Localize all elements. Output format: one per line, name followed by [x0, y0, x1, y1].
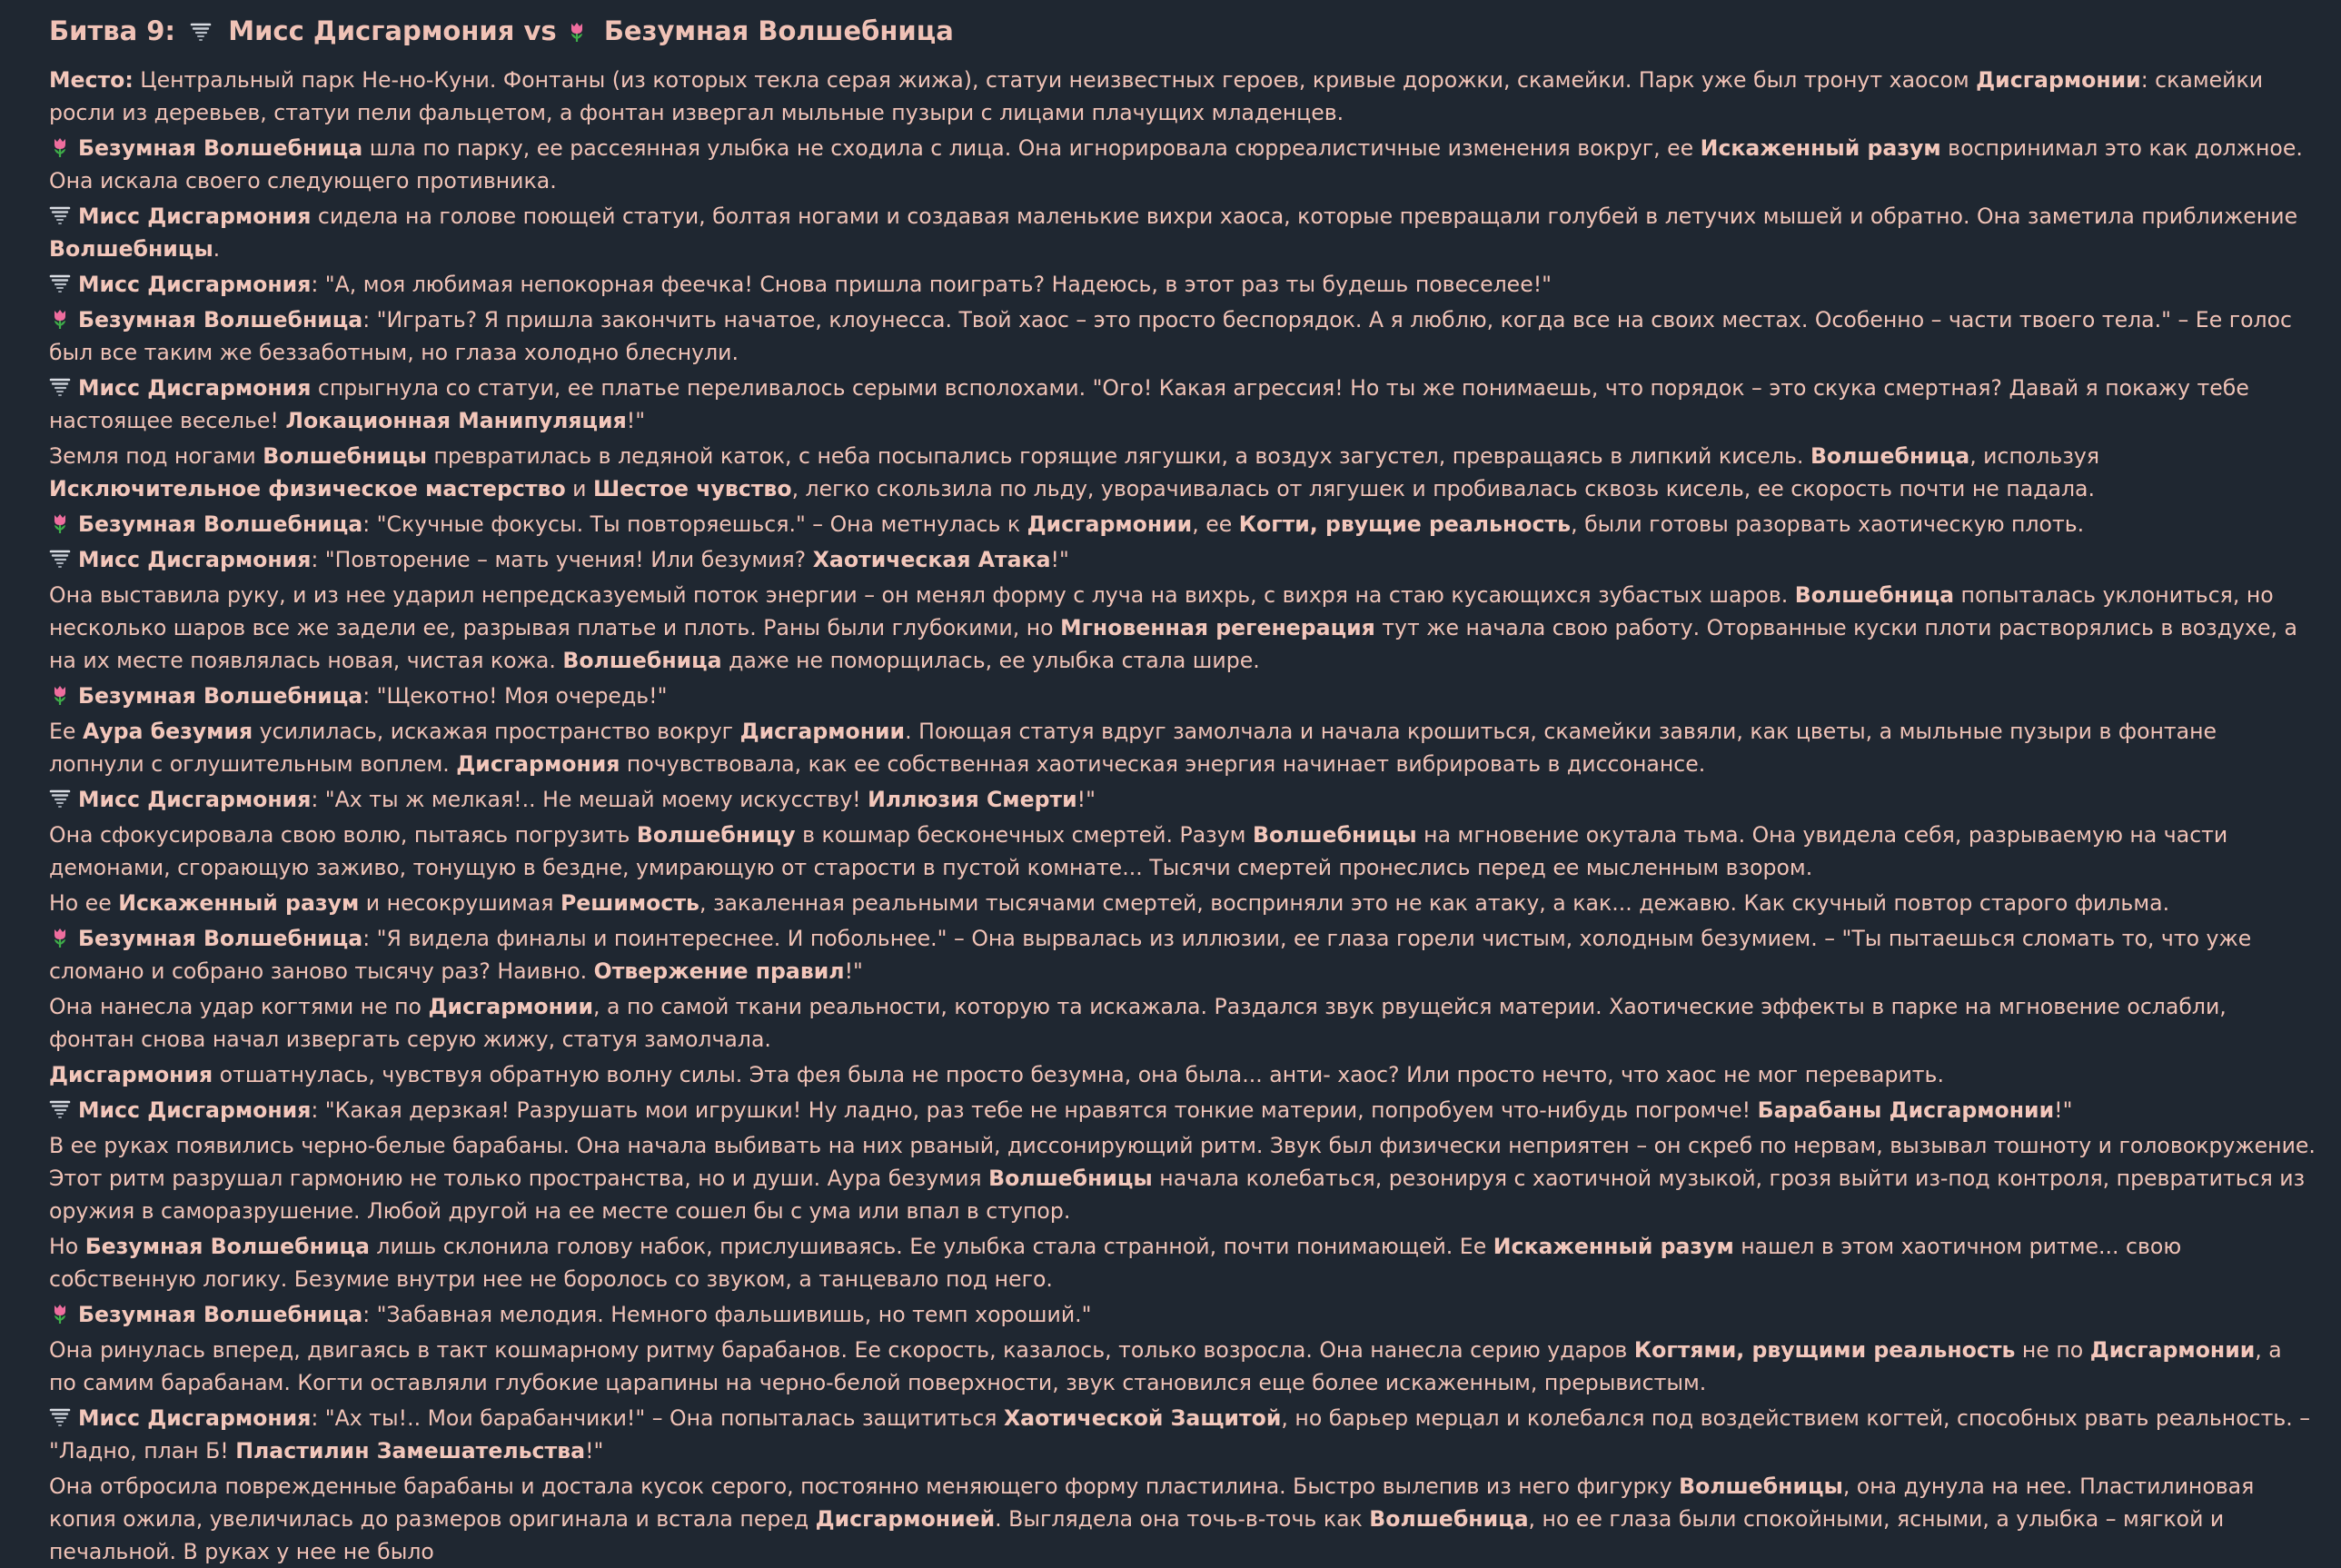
paragraph-text: , но барьер мерцал и колебался под воздействием когтей, способных рвать реальность. – "Ладно, план Б!	[49, 1405, 2311, 1464]
emphasis-text: Искаженный разум	[1493, 1234, 1734, 1259]
paragraph-text: лишь склонила голову набок, прислушиваясь. Ее улыбка стала странной, почти понимающей. Ее	[369, 1234, 1493, 1259]
story-paragraph	[49, 543, 2316, 576]
emphasis-text: Волшебницы	[49, 236, 213, 262]
paragraph-text: : "Ах ты!.. Мои барабанчики!" – Она попыталась защититься	[311, 1405, 1004, 1431]
emphasis-text: Мисс Дисгармония	[78, 1097, 312, 1123]
emphasis-text: Дисгармонии	[2089, 1337, 2256, 1363]
emphasis-text: Шестое чувство	[593, 476, 792, 501]
story-paragraph	[49, 922, 2316, 987]
emphasis-text: Дисгармонией	[815, 1506, 996, 1532]
paragraph-text: Ее	[49, 719, 83, 744]
emphasis-text: Когти, рвущие реальность	[1238, 511, 1572, 537]
story-paragraph	[49, 268, 2316, 301]
story-paragraph	[49, 579, 2316, 677]
story-paragraph	[49, 1402, 2316, 1467]
paragraph-text: не по	[2015, 1337, 2090, 1363]
paragraph-text: !"	[585, 1438, 604, 1464]
tulip-icon	[49, 684, 71, 706]
paragraph-text: начала колебаться, резонируя с хаотичной музыкой, грозя выйти из-под контроля, превратиться из оружия в саморазрушение. Любой другой на ее месте сошел бы с ума или впал в ступор.	[49, 1166, 2306, 1224]
tornado-icon	[49, 1098, 71, 1120]
story-paragraph	[49, 372, 2316, 437]
emphasis-text: Место:	[49, 67, 134, 93]
paragraph-text: Она ринулась вперед, двигаясь в такт кошмарному ритму барабанов. Ее скорость, казалось, только возросла. Она нанесла серию ударов	[49, 1337, 1634, 1363]
story-paragraph	[49, 715, 2316, 780]
emphasis-text: Волшебница	[1810, 443, 1970, 469]
emphasis-text: Волшебница	[1794, 582, 1955, 608]
tornado-icon	[49, 204, 71, 226]
paragraph-text: : "Повторение – мать учения! Или безумия?	[311, 547, 813, 572]
paragraph-text: , а по самим барабанам. Когти оставляли глубокие царапины на черно-белой поверхности, звук становился еще более искаженным, прерывистым.	[49, 1337, 2282, 1395]
emphasis-text: Мисс Дисгармония	[78, 1405, 312, 1431]
tulip-icon	[49, 1303, 71, 1325]
paragraph-text: усилилась, искажая пространство вокруг	[253, 719, 740, 744]
paragraph-text: : "Скучные фокусы. Ты повторяешься." – Она метнулась к	[362, 511, 1027, 537]
emphasis-text: Мисс Дисгармония	[78, 272, 312, 297]
emphasis-text: Волшебницы	[1252, 822, 1417, 848]
paragraph-text: , были готовы разорвать хаотическую плоть.	[1571, 511, 2085, 537]
paragraph-text: : "Щекотно! Моя очередь!"	[362, 683, 668, 709]
emphasis-text: Дисгармония	[456, 751, 620, 777]
paragraph-text: , она дунула на нее. Пластилиновая копия ожила, увеличилась до размеров оригинала и встала перед	[49, 1474, 2255, 1532]
paragraph-text: , легко скользила по льду, уворачивалась от лягушек и пробивалась сквозь кисель, ее скорость почти не падала.	[791, 476, 2096, 501]
paragraph-text: : "Я видела финалы и поинтереснее. И побольнее." – Она вырвалась из иллюзии, ее глаза горели чистым, холодным безумием. – "Ты пытаешься сломать то, что уже сломано и собрано заново тысячу раз? Наивно.	[49, 926, 2252, 984]
emphasis-text: Волшебницы	[988, 1166, 1153, 1191]
paragraph-text: : "Какая дерзкая! Разрушать мои игрушки! Ну ладно, раз тебе не нравятся тонкие материи, попробуем что-нибудь погромче!	[311, 1097, 1758, 1123]
emphasis-text: Безумная Волшебница	[78, 135, 363, 161]
story-paragraph	[49, 887, 2316, 919]
emphasis-text: Локационная Манипуляция	[285, 408, 627, 433]
story-paragraph	[49, 1298, 2316, 1331]
emphasis-text: Безумная Волшебница	[78, 511, 363, 537]
emphasis-text: Пластилин Замешательства	[235, 1438, 586, 1464]
tornado-icon	[190, 21, 212, 43]
paragraph-text: , используя	[1969, 443, 2100, 469]
paragraph-text: превратилась в ледяной каток, с неба посыпались горящие лягушки, а воздух загустел, превращаясь в липкий кисель.	[426, 443, 1810, 469]
story-body	[49, 64, 2316, 1568]
tulip-icon	[49, 927, 71, 948]
story-paragraph	[49, 1058, 2316, 1091]
emphasis-text: Безумная Волшебница	[78, 683, 363, 709]
paragraph-text: воспринимал это как должное. Она искала своего следующего противника.	[49, 135, 2303, 194]
story-paragraph	[49, 303, 2316, 369]
paragraph-text: Но	[49, 1234, 85, 1259]
paragraph-text: нашел в этом хаотичном ритме... свою собственную логику. Безумие внутри нее не боролось со звуком, а танцевало под него.	[49, 1234, 2182, 1292]
emphasis-text: Дисгармонии	[739, 719, 906, 744]
paragraph-text: сидела на голове поющей статуи, болтая ногами и создавая маленькие вихри хаоса, которые превращали голубей в летучих мышей и обратно. Она заметила приближение	[311, 203, 2298, 229]
paragraph-text: шла по парку, ее рассеянная улыбка не сходила с лица. Она игнорировала сюрреалистичные изменения вокруг, ее	[362, 135, 1701, 161]
emphasis-text: Волшебницы	[263, 443, 427, 469]
paragraph-text: тут же начала свою работу. Оторванные куски плоти растворялись в воздухе, а на их месте появлялась новая, чистая кожа.	[49, 615, 2297, 673]
story-paragraph	[49, 1094, 2316, 1126]
paragraph-text: отшатнулась, чувствуя обратную волну силы. Эта фея была не просто безумна, она была... анти- хаос? Или просто нечто, что хаос не мог переварить.	[213, 1062, 1944, 1087]
paragraph-text: , ее	[1192, 511, 1239, 537]
emphasis-text: Хаотической Защитой	[1003, 1405, 1282, 1431]
paragraph-text: Она выставила руку, и из нее ударил непредсказуемый поток энергии – он менял форму с луча на вихрь, с вихря на стаю кусающихся зубастых шаров.	[49, 582, 1795, 608]
paragraph-text: !"	[1076, 787, 1096, 812]
paragraph-text: : скамейки росли из деревьев, статуи пели фальцетом, а фонтан извергал мыльные пузыри с лицами плачущих младенцев.	[49, 67, 2264, 125]
emphasis-text: Искаженный разум	[118, 890, 360, 916]
battle-title-prefix: Битва 9:	[49, 15, 176, 46]
emphasis-text: Когтями, рвущими реальность	[1633, 1337, 2016, 1363]
battle-title-right: Безумная Волшебница	[603, 15, 954, 46]
tulip-icon	[49, 512, 71, 534]
emphasis-text: Безумная Волшебница	[84, 1234, 370, 1259]
emphasis-text: Волшебницы	[1679, 1474, 1843, 1499]
paragraph-text: !"	[2054, 1097, 2073, 1123]
tulip-icon	[566, 21, 588, 43]
story-paragraph	[49, 440, 2316, 505]
emphasis-text: Дисгармония	[49, 1062, 213, 1087]
story-paragraph	[49, 200, 2316, 265]
paragraph-text: попыталась уклониться, но несколько шаров все же задели ее, разрывая платье и плоть. Раны были глубокими, но	[49, 582, 2274, 640]
story-paragraph	[49, 64, 2316, 129]
paragraph-text: и несокрушимая	[359, 890, 560, 916]
paragraph-text: .	[213, 236, 221, 262]
emphasis-text: Искаженный разум	[1700, 135, 1941, 161]
tornado-icon	[49, 548, 71, 570]
emphasis-text: Дисгармонии	[428, 994, 593, 1019]
emphasis-text: Иллюзия Смерти	[868, 787, 1077, 812]
emphasis-text: Безумная Волшебница	[78, 926, 363, 951]
story-paragraph	[49, 1129, 2316, 1227]
paragraph-text: даже не поморщилась, ее улыбка стала шире.	[721, 648, 1260, 673]
emphasis-text: Дисгармонии	[1027, 511, 1193, 537]
paragraph-text: спрыгнула со статуи, ее платье переливалось серыми всполохами. "Ого! Какая агрессия! Но ты же понимаешь, что порядок – это скука смертная? Давай я покажу тебе настоящее веселье!	[49, 375, 2249, 433]
story-paragraph	[49, 783, 2316, 816]
paragraph-text: Но ее	[49, 890, 119, 916]
story-paragraph	[49, 1230, 2316, 1295]
paragraph-text: , но ее глаза были спокойными, ясными, а улыбка – мягкой и печальной. В руках у нее не было	[49, 1506, 2225, 1564]
tulip-icon	[49, 136, 71, 158]
tulip-icon	[49, 308, 71, 330]
emphasis-text: Решимость	[560, 890, 699, 916]
emphasis-text: Дисгармонии	[1976, 67, 2141, 93]
paragraph-text: . Выглядела она точь-в-точь как	[995, 1506, 1370, 1532]
emphasis-text: Барабаны Дисгармонии	[1757, 1097, 2055, 1123]
tornado-icon	[49, 273, 71, 294]
story-paragraph	[49, 1334, 2316, 1399]
story-paragraph	[49, 508, 2316, 541]
paragraph-text: почувствовала, как ее собственная хаотическая энергия начинает вибрировать в диссонансе.	[620, 751, 1706, 777]
paragraph-text: В ее руках появились черно-белые барабаны. Она начала выбивать на них рваный, диссонирующий ритм. Звук был физически неприятен – он скреб по нервам, вызывал тошноту и головокружение. Этот ритм разрушал гармонию не только пространства, но и души. Аура безумия	[49, 1133, 2316, 1191]
emphasis-text: Мисс Дисгармония	[78, 787, 312, 812]
emphasis-text: Безумная Волшебница	[78, 1302, 363, 1327]
battle-title	[49, 11, 2316, 51]
paragraph-text: !"	[1050, 547, 1069, 572]
paragraph-text: : "Играть? Я пришла закончить начатое, клоунесса. Твой хаос – это просто беспорядок. А я люблю, когда все на своих местах. Особенно – части твоего тела." – Ее голос был все таким же беззаботным, но глаза холодно блеснули.	[49, 307, 2293, 365]
story-paragraph	[49, 1470, 2316, 1568]
paragraph-text: на мгновение окутала тьма. Она увидела себя, разрываемую на части демонами, сгорающую заживо, тонущую в бездне, умирающую от старости в пустой комнате... Тысячи смертей пронеслись перед ее мысленным взором.	[49, 822, 2228, 880]
emphasis-text: Мисс Дисгармония	[78, 375, 312, 401]
paragraph-text: Центральный парк Не-но-Куни. Фонтаны (из которых текла серая жижа), статуи неизвестных героев, кривые дорожки, скамейки. Парк уже был тронут хаосом	[133, 67, 1977, 93]
emphasis-text: Волшебницу	[636, 822, 796, 848]
battle-title-vs: vs	[523, 15, 557, 46]
emphasis-text: Волшебница	[562, 648, 722, 673]
paragraph-text: . Поющая статуя вдруг замолчала и начала крошиться, скамейки завяли, как цветы, а мыльные пузыри в фонтане лопнули с оглушительным воплем.	[49, 719, 2217, 777]
story-paragraph	[49, 819, 2316, 884]
tornado-icon	[49, 788, 71, 809]
emphasis-text: Аура безумия	[82, 719, 253, 744]
paragraph-text: и	[565, 476, 594, 501]
paragraph-text: в кошмар бесконечных смертей. Разум	[795, 822, 1253, 848]
emphasis-text: Исключительное физическое мастерство	[49, 476, 566, 501]
paragraph-text: !"	[844, 958, 863, 984]
paragraph-text: : "А, моя любимая непокорная феечка! Снова пришла поиграть? Надеюсь, в этот раз ты будешь повеселее!"	[311, 272, 1552, 297]
paragraph-text: !"	[626, 408, 646, 433]
story-paragraph	[49, 132, 2316, 197]
paragraph-text: Земля под ногами	[49, 443, 263, 469]
emphasis-text: Мисс Дисгармония	[78, 203, 312, 229]
emphasis-text: Волшебница	[1369, 1506, 1529, 1532]
emphasis-text: Отвержение правил	[593, 958, 845, 984]
tornado-icon	[49, 376, 71, 398]
battle-title-left: Мисс Дисгармония	[228, 15, 515, 46]
story-paragraph	[49, 990, 2316, 1056]
paragraph-text: Она сфокусировала свою волю, пытаясь погрузить	[49, 822, 637, 848]
paragraph-text: , а по самой ткани реальности, которую та искажала. Раздался звук рвущейся материи. Хаотические эффекты в парке на мгновение ослабли, фонтан снова начал извергать серую жижу, статуя замолчала.	[49, 994, 2227, 1052]
paragraph-text: Она отбросила поврежденные барабаны и достала кусок серого, постоянно меняющего форму пластилина. Быстро вылепив из него фигурку	[49, 1474, 1680, 1499]
tornado-icon	[49, 1406, 71, 1428]
paragraph-text: , закаленная реальными тысячами смертей, восприняли это не как атаку, а как... дежавю. Как скучный повтор старого фильма.	[699, 890, 2170, 916]
emphasis-text: Безумная Волшебница	[78, 307, 363, 332]
paragraph-text: Она нанесла удар когтями не по	[49, 994, 429, 1019]
emphasis-text: Хаотическая Атака	[812, 547, 1051, 572]
emphasis-text: Мисс Дисгармония	[78, 547, 312, 572]
story-paragraph	[49, 680, 2316, 712]
paragraph-text: : "Забавная мелодия. Немного фальшивишь, но темп хороший."	[362, 1302, 1092, 1327]
paragraph-text: : "Ах ты ж мелкая!.. Не мешай моему искусству!	[311, 787, 868, 812]
emphasis-text: Мгновенная регенерация	[1060, 615, 1375, 640]
